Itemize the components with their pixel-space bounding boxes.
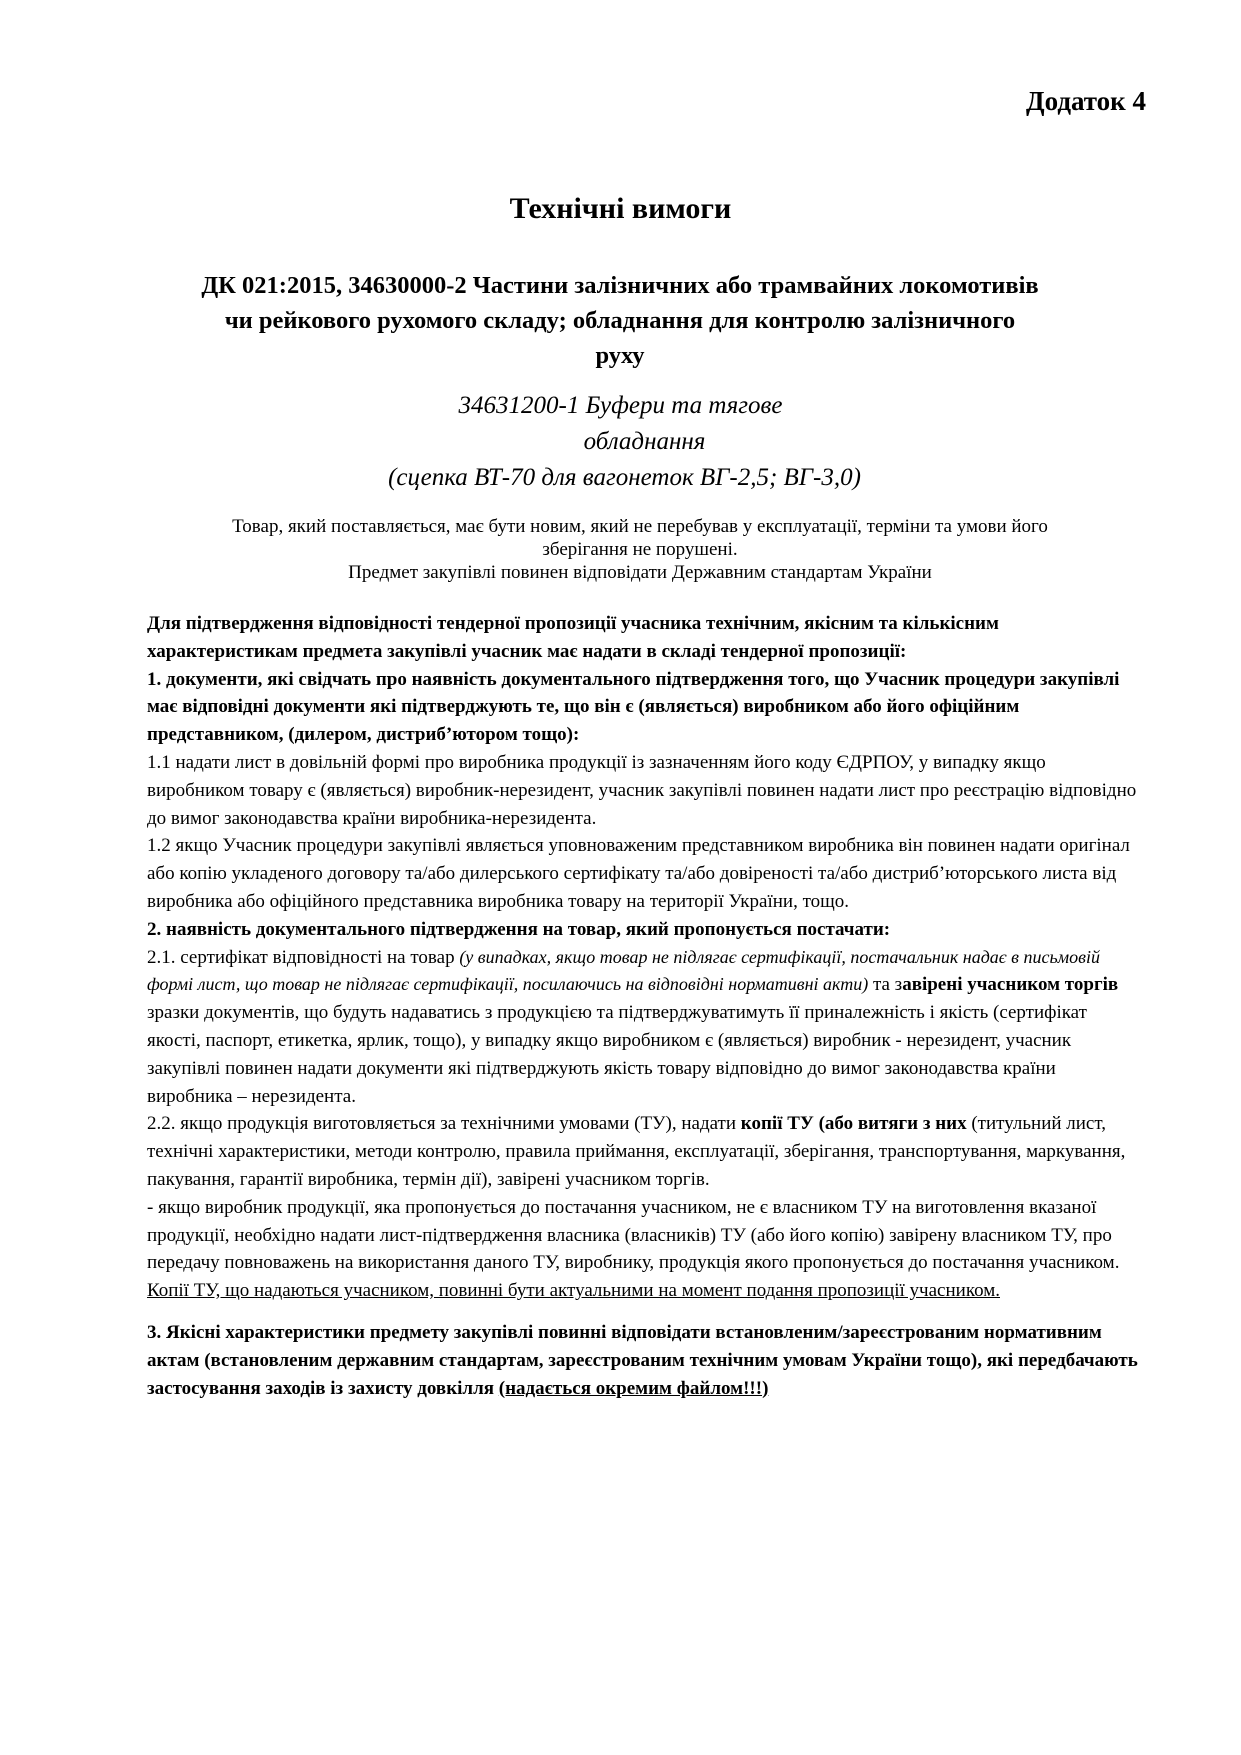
requirements-body — [147, 610, 1143, 1402]
section-1-2-paragraph: 1.2 якщо Учасник процедури закупівлі являється уповноваженим представником виробника він повинен надати оригінал або копію укладеного договору та/або дилерського сертифікату та/або довіреності та/або дистриб’юторського листа від виробника або офіційного представника виробника товару на території України, тощо. — [147, 835, 1130, 912]
text-run-underlined: (надається окремим файлом!!!) — [498, 1377, 769, 1399]
intro-line: Предмет закупівлі повинен відповідати Державним стандартам України — [348, 562, 932, 583]
section-3-paragraph — [147, 1319, 1143, 1402]
appendix-label: Додаток 4 — [1026, 86, 1146, 116]
section-1-heading: 1. документи, які свідчать про наявність документального підтвердження того, що Учасник процедури закупівлі має відповідні документи які підтверджують те, що він є (являється) виробником або його офіційним представником, (дилером, дистриб’ютором тощо): — [147, 668, 1120, 746]
procurement-code-heading — [140, 268, 1100, 373]
intro-line: Товар, який поставляється, має бути новим, який не перебував у експлуатації, терміни та умови його — [232, 516, 1048, 537]
heading-line: руху — [595, 342, 645, 369]
text-run-bold: 3. Якісні характеристики предмету закупівлі повинні відповідати встановленим/зареєстрованим нормативним актам (встановленим державним стандартам, зареєстрованим технічним умовам України тощо), які передбачають застосування заходів із захисту довкілля — [147, 1321, 1138, 1399]
heading-line: ДК 021:2015, 34630000-2 Частини залізничних або трамвайних локомотивів — [201, 272, 1039, 299]
section-2-1-paragraph — [147, 944, 1143, 1111]
text-run: та з — [868, 974, 903, 996]
text-run-bold: копії ТУ (або витяги з них — [740, 1113, 967, 1135]
section-2-2-paragraph — [147, 1110, 1143, 1193]
section-1-1-paragraph: 1.1 надати лист в довільній формі про виробника продукції із зазначенням його коду ЄДРПОУ, у випадку якщо виробником товару є (являється) виробник-нерезидент, учасник закупівлі повинен надати лист про реєстрацію відповідно до вимог законодавства країни виробника-нерезидента. — [147, 751, 1137, 829]
text-run: зразки документів, що будуть надаватись з продукцією та підтверджуватимуть її приналежність і якість (сертифікат якості, паспорт, етикетка, ярлик, тощо), у випадку якщо виробником є (являється) виробник - нерезидент, учасник закупівлі повинен надати документи які підтверджують якість товару відповідно до вимог законодавства країни виробника – нерезидента. — [147, 1002, 1087, 1107]
page-title: Технічні вимоги — [509, 192, 732, 225]
section-2-4-paragraph: Копії ТУ, що надаються учасником, повинні бути актуальними на момент подання пропозиції учасником. — [147, 1280, 1000, 1302]
requirements-intro-paragraph: Для підтвердження відповідності тендерної пропозиції учасника технічним, якісним та кількісним характеристикам предмета закупівлі учасник має надати в складі тендерної пропозиції: — [147, 613, 999, 662]
item-name-line: обладнання — [583, 428, 706, 455]
text-run: 2.1. сертифікат відповідності на товар — [147, 946, 460, 968]
item-spec-line: (сцепка ВТ-70 для вагонеток ВГ-2,5; ВГ-3,0) — [388, 464, 861, 491]
heading-line: чи рейкового рухомого складу; обладнання для контролю залізничного — [224, 307, 1016, 334]
text-run-bold: авірені учасником торгів — [902, 974, 1119, 996]
intro-line: зберігання не порушені. — [542, 539, 738, 560]
paragraph-gap — [147, 1305, 1143, 1319]
text-run: 2.2. якщо продукція виготовляється за технічними умовами (ТУ), надати — [147, 1113, 741, 1135]
section-2-heading: 2. наявність документального підтвердження на товар, який пропонується постачати: — [147, 918, 891, 940]
text-run-italic: (у випадках, якщо товар не підлягає сертифікації, постачальник надає в письмовій формі лист, що товар не підлягає сертифікації, посилаючись на відповідні нормативні акти) — [147, 946, 1100, 995]
intro-text — [140, 515, 1140, 584]
text-run: (титульний лист, технічні характеристики, методи контролю, правила приймання, експлуатації, зберігання, транспортування, маркування, пакування, гарантії виробника, термін дії), завірені учасником торгів. — [147, 1113, 1126, 1190]
item-code-line: 34631200-1 Буфери та тягове — [458, 392, 783, 419]
section-2-3-paragraph: - якщо виробник продукції, яка пропонується до постачання учасником, не є власником ТУ на виготовлення вказаної продукції, необхідно надати лист-підтвердження власника (власників) ТУ (або його копію) завірену власником ТУ, про передачу повноважень на використання даного ТУ, виробнику, продукція якого пропонується до постачання учасником. — [147, 1196, 1120, 1274]
